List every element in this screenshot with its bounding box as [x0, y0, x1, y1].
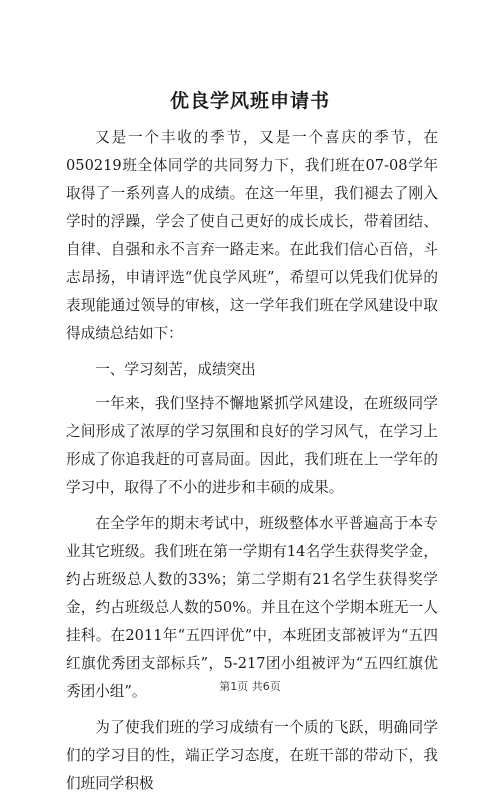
page-footer: 第1页 共6页: [219, 680, 281, 693]
section-heading: 一、学习刻苦，成绩突出: [95, 361, 256, 378]
paragraph-continued: 为了使我们班的学习成绩有一个质的飞跃，明确同学们的学习目的性，端正学习态度，在班干部的带动下，我们班同学积极: [66, 719, 438, 792]
document-body: [66, 124, 438, 806]
document-title: 优良学风班申请书: [169, 90, 330, 112]
paragraph-intro: 又是一个丰收的季节，又是一个喜庆的季节，在050219班全体同学的共同努力下，我们班在07-08学年取得了一系列喜人的成绩。在这一年里，我们褪去了刚入学时的浮躁，学会了使自己更好的成长成长，带着团结、自律、自强和永不言弃一路走来。在此我们信心百倍，斗志昂扬，申请评选“优良学风班”，希望可以凭我们优异的表现能通过领导的审核，这一学年我们班在学风建设中取得成绩总结如下：: [66, 129, 438, 342]
paragraph-exam-results: 在全学年的期末考试中，班级整体水平普遍高于本专业其它班级。我们班在第一学期有14名学生获得奖学金，约占班级总人数的33%；第二学期有21名学生获得奖学金，约占班级总人数的50%。并且在这个学期本班无一人挂科。在2011年“五四评优”中，本班团支部被评为“五四红旗优秀团支部标兵”，5-217团小组被评为“五四红旗优秀团小组”。: [66, 515, 438, 700]
paragraph-study: 一年来，我们坚持不懈地紧抓学风建设，在班级同学之间形成了浓厚的学习氛围和良好的学习风气，在学习上形成了你追我赶的可喜局面。因此，我们班在上一学年的学习中，取得了不小的进步和丰硕的成果。: [66, 395, 438, 496]
